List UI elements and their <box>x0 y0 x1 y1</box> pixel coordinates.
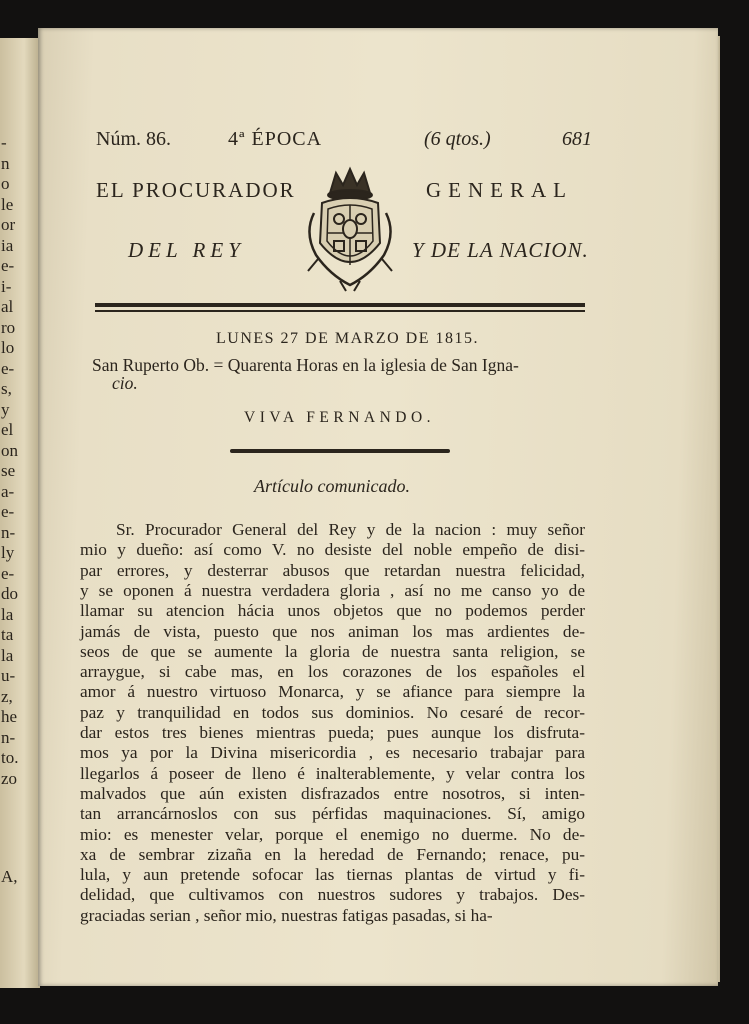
facing-page-text-fragment: la <box>1 604 14 624</box>
article-body-line: tan arrancárnoslos con sus pérfidas maquinaciones. Sí, amigo <box>80 804 585 824</box>
masthead-subtitle-right: Y DE LA NACION. <box>412 238 589 262</box>
article-body-line: y se oponen á nuestra verdadera gloria , así no me canso yo de <box>80 580 585 600</box>
article-body-line: seos de que se aumente la gloria de nuestra santa religion, se <box>80 641 585 661</box>
facing-page-text-fragment: n <box>1 153 10 173</box>
article-body-line: jamás de vista, puesto que nos animan los mas ardientes de- <box>80 621 585 641</box>
facing-page-text-fragment: n- <box>1 522 16 542</box>
facing-page-text-fragment: n- <box>1 727 16 747</box>
article-body-line: llegarlos á poseer de lleno é inalterablemente, y velar contra los <box>80 763 585 783</box>
facing-page-text-fragment: el <box>1 420 14 439</box>
article-body-line: graciadas serian , señor mio, nuestras fatigas pasadas, si ha- <box>80 905 493 925</box>
facing-page-text-fragment: on <box>1 440 18 460</box>
article-heading: Artículo comunicado. <box>254 476 410 496</box>
facing-page-text-fragment: ro <box>1 317 16 337</box>
article-body-line: dar estos tres bienes mientras pueda; pues aunque los disfruta- <box>80 723 585 742</box>
facing-page-text-fragment: A, <box>1 867 18 886</box>
masthead-subtitle-left: DEL REY <box>128 238 245 262</box>
saint-of-day-line-2: cio. <box>112 373 138 393</box>
article-body-line: mio y dueño: así como V. no desiste del noble empeño de disi- <box>80 540 585 560</box>
epoch-label: 4ª ÉPOCA <box>228 128 323 150</box>
facing-page-text-fragment: i- <box>1 276 12 296</box>
masthead-rule <box>95 303 585 312</box>
article-body-line: lula, y aun pretende sofocar las tiernas plantas de virtud y fi- <box>80 865 585 885</box>
facing-page-text-fragment: se <box>1 461 16 480</box>
facing-page-text-fragment: le <box>1 194 14 214</box>
facing-page-text-fragment: la <box>1 645 14 665</box>
article-body-line: mio: es menester velar, porque el enemigo no duerme. No de- <box>80 824 585 844</box>
facing-page-text-fragment: o <box>1 174 10 193</box>
article-body-line: delidad, que cultivamos con nuestros sudores y trabajos. Des- <box>80 885 585 905</box>
quartos-label: (6 qtos.) <box>424 128 491 150</box>
article-body-line: arraygue, si cabe mas, en los corazones de los españoles el <box>80 662 585 682</box>
facing-page-text-fragment: e- <box>1 563 15 583</box>
article-body-line: malvados que aún existen disfrazados entre nosotros, si inten- <box>80 783 585 803</box>
facing-page-fragment <box>0 38 40 988</box>
article-body-line: mos ya por la Divina misericordia , es necesario trabajar para <box>80 743 585 763</box>
issue-number: Núm. 86. <box>96 128 171 150</box>
facing-page-text-fragment: y <box>1 399 10 419</box>
facing-page-text-fragment: e- <box>1 358 15 378</box>
facing-page-text-fragment: s, <box>1 379 12 398</box>
facing-page-text-fragment: z, <box>1 686 13 706</box>
facing-page-text-fragment: ia <box>1 235 14 255</box>
saint-of-day-line-1: San Ruperto Ob. = Quarenta Horas en la iglesia de San Igna- <box>92 355 519 375</box>
facing-page-text-fragment: u- <box>1 666 16 685</box>
facing-page-text-fragment: - <box>1 133 7 152</box>
facing-page-text-fragment: al <box>1 297 14 316</box>
page-number: 681 <box>562 128 592 150</box>
facing-page-text-fragment: e- <box>1 502 15 521</box>
article-body-line: llamar su atencion hácia unos objetos que no podemos perder <box>80 601 585 621</box>
facing-page-text-fragment: he <box>1 707 18 726</box>
section-rule <box>230 449 450 453</box>
article-body-line: Sr. Procurador General del Rey y de la nacion : muy señor <box>116 520 585 539</box>
facing-page-text-fragment: ly <box>1 543 15 562</box>
article-body-line: xa de sembrar zizaña en la heredad de Fernando; renace, pu- <box>80 844 585 864</box>
facing-page-text-fragment: a- <box>1 481 15 501</box>
facing-page-text-fragment: to. <box>1 748 19 767</box>
article-body-line: amor á nuestro virtuoso Monarca, y se afiance para siempre la <box>80 682 585 702</box>
facing-page-text-fragment: do <box>1 584 18 603</box>
facing-page-text-fragment: ta <box>1 625 14 644</box>
date-line: LUNES 27 DE MARZO DE 1815. <box>216 330 479 347</box>
facing-page-text-fragment: zo <box>1 768 18 788</box>
masthead-title-right: GENERAL <box>426 178 573 202</box>
article-body-line: paz y tranquilidad en todos sus dominios. No cesaré de recor- <box>80 702 585 722</box>
article-body-line: par errores, y desterrar abusos que retardan nuestra felicidad, <box>80 560 585 580</box>
royal-coat-of-arms-icon <box>300 163 400 295</box>
motto: VIVA FERNANDO. <box>244 409 436 426</box>
masthead-title-left: EL PROCURADOR <box>96 178 296 202</box>
facing-page-text-fragment: or <box>1 215 16 234</box>
facing-page-text-fragment: lo <box>1 338 15 357</box>
facing-page-text-fragment: e- <box>1 256 15 275</box>
